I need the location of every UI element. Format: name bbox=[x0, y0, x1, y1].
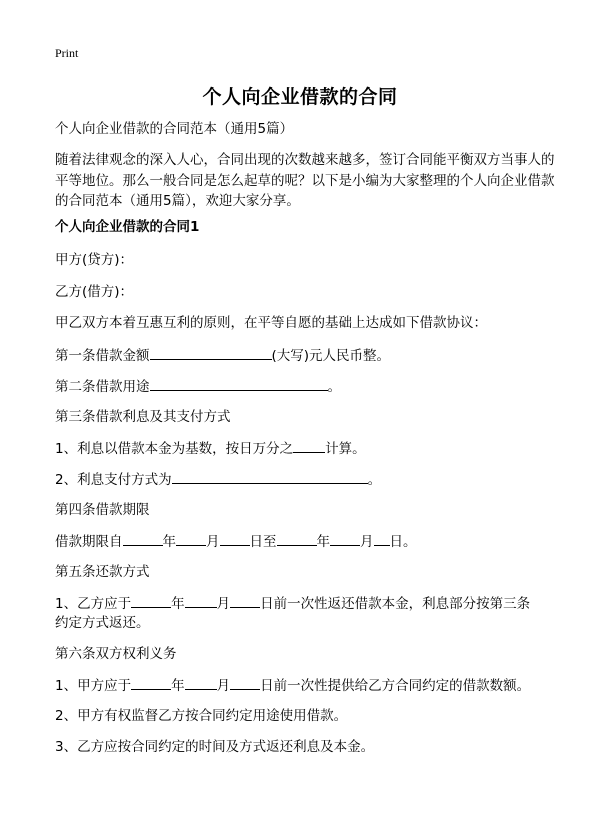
repay-label: 1、乙方应于 bbox=[55, 596, 132, 612]
purpose-blank[interactable] bbox=[150, 376, 328, 391]
end-year-blank[interactable] bbox=[277, 531, 317, 546]
party-a-line: 甲方(贷方)： bbox=[55, 252, 134, 268]
loan-period-line bbox=[55, 531, 550, 552]
document-title: 个人向企业借款的合同 bbox=[202, 86, 398, 108]
month-label: 月 bbox=[360, 534, 374, 550]
article-3-item-2 bbox=[55, 469, 550, 490]
repay-day-blank[interactable] bbox=[230, 593, 260, 608]
interest-rate-blank[interactable] bbox=[293, 438, 325, 453]
document-subtitle: 个人向企业借款的合同范本（通用5篇） bbox=[55, 121, 294, 137]
article-2-purpose bbox=[55, 376, 550, 397]
interest-rate-suffix: 计算。 bbox=[325, 441, 366, 457]
payment-method-suffix: 。 bbox=[367, 472, 382, 488]
loan-period-label: 借款期限自 bbox=[55, 534, 123, 550]
month-label: 月 bbox=[216, 596, 231, 612]
article-3-heading: 第三条借款利息及其支付方式 bbox=[55, 409, 231, 425]
print-link[interactable]: Print bbox=[55, 46, 79, 60]
month-label: 月 bbox=[216, 678, 231, 694]
article-6-item-1 bbox=[55, 675, 550, 696]
provide-day-blank[interactable] bbox=[230, 675, 260, 690]
article-5-item-1 bbox=[55, 593, 550, 614]
intro-paragraph: 随着法律观念的深入人心，合同出现的次数越来越多，签订合同能平衡双方当事人的平等地位。那么一般合同是怎么起草的呢？以下是小编为大家整理的个人向企业借款的合同范本（通用5篇），欢迎大家分享。 bbox=[55, 152, 555, 209]
lender-provide-label: 1、甲方应于 bbox=[55, 678, 132, 694]
provide-month-blank[interactable] bbox=[185, 675, 217, 690]
article-6-heading: 第六条双方权利义务 bbox=[55, 646, 177, 662]
article-2-suffix: 。 bbox=[327, 379, 341, 395]
day-to-label: 日至 bbox=[249, 534, 277, 550]
payment-method-label: 2、利息支付方式为 bbox=[55, 472, 172, 488]
article-5-item-1-cont: 约定方式返还。 bbox=[55, 615, 150, 631]
section-heading: 个人向企业借款的合同1 bbox=[55, 219, 200, 235]
start-year-blank[interactable] bbox=[123, 531, 163, 546]
repay-text: 日前一次性返还借款本金，利息部分按第三条 bbox=[260, 596, 531, 612]
party-b-line: 乙方(借方)： bbox=[55, 284, 134, 300]
year-label: 年 bbox=[171, 678, 185, 694]
article-5-heading: 第五条还款方式 bbox=[55, 564, 150, 580]
article-6-item-2: 2、甲方有权监督乙方按合同约定用途使用借款。 bbox=[55, 708, 348, 724]
article-6-item-3: 3、乙方应按合同约定的时间及方式返还利息及本金。 bbox=[55, 739, 375, 755]
end-day-blank[interactable] bbox=[374, 531, 390, 546]
month-label: 月 bbox=[206, 534, 220, 550]
article-3-item-1 bbox=[55, 438, 550, 459]
start-day-blank[interactable] bbox=[220, 531, 250, 546]
end-month-blank[interactable] bbox=[330, 531, 360, 546]
year-label: 年 bbox=[316, 534, 330, 550]
article-2-label: 第二条借款用途 bbox=[55, 379, 150, 395]
year-label: 年 bbox=[162, 534, 176, 550]
payment-method-blank[interactable] bbox=[172, 469, 368, 484]
interest-rate-label: 1、利息以借款本金为基数，按日万分之 bbox=[55, 441, 294, 457]
provide-text: 日前一次性提供给乙方合同约定的借款数额。 bbox=[260, 678, 531, 694]
agreement-line: 甲乙双方本着互惠互利的原则，在平等自愿的基础上达成如下借款协议： bbox=[55, 315, 487, 331]
repay-year-blank[interactable] bbox=[131, 593, 171, 608]
article-1-label: 第一条借款金额 bbox=[55, 348, 150, 364]
repay-month-blank[interactable] bbox=[185, 593, 217, 608]
article-1-amount bbox=[55, 345, 550, 366]
article-4-heading: 第四条借款期限 bbox=[55, 502, 150, 518]
start-month-blank[interactable] bbox=[176, 531, 206, 546]
provide-year-blank[interactable] bbox=[131, 675, 171, 690]
amount-blank[interactable] bbox=[150, 345, 272, 360]
day-label: 日。 bbox=[389, 534, 417, 550]
year-label: 年 bbox=[171, 596, 185, 612]
article-1-suffix: (大写)元人民币整。 bbox=[271, 348, 391, 364]
